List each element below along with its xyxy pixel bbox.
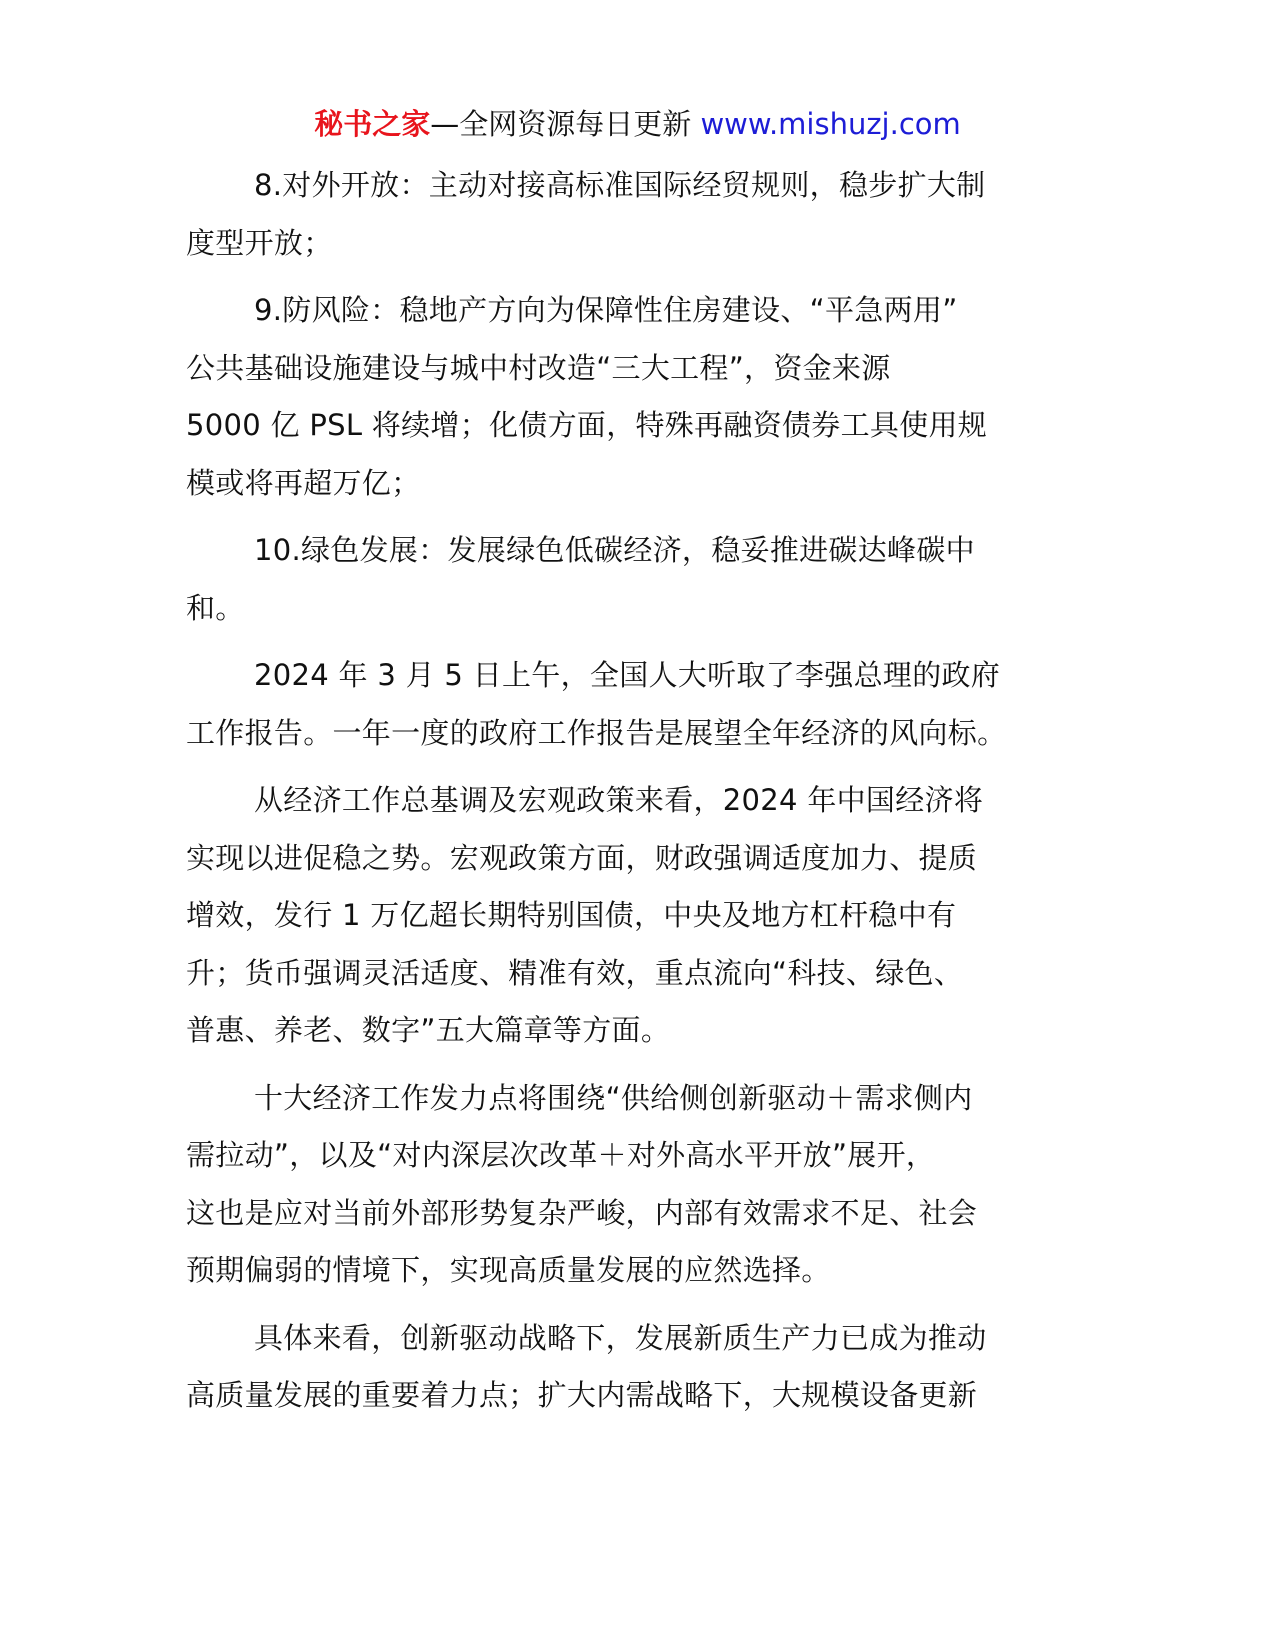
text-line: 实现以进促稳之势。宏观政策方面，财政强调适度加力、提质: [186, 840, 978, 875]
header-url-link[interactable]: www.mishuzj.com: [700, 107, 961, 141]
text-line: 9.防风险：稳地产方向为保障性住房建设、“平急两用”: [254, 293, 958, 327]
text-line: 公共基础设施建设与城中村改造“三大工程”，资金来源: [186, 350, 891, 385]
text-line: 十大经济工作发力点将围绕“供给侧创新驱动＋需求侧内: [254, 1080, 973, 1115]
text-line: 具体来看，创新驱动战略下，发展新质生产力已成为推动: [254, 1320, 987, 1355]
paragraph-green-development: [186, 522, 1091, 637]
document-body: [186, 157, 1091, 1435]
text-line: 工作报告。一年一度的政府工作报告是展望全年经济的风向标。: [186, 715, 1007, 750]
text-line: 模或将再超万亿；: [186, 465, 421, 500]
text-line: 这也是应对当前外部形势复杂严峻，内部有效需求不足、社会: [186, 1195, 978, 1230]
text-line: 高质量发展的重要着力点；扩大内需战略下，大规模设备更新: [186, 1378, 978, 1412]
text-line: 预期偏弱的情境下，实现高质量发展的应然选择。: [186, 1253, 831, 1287]
text-line: 和。: [186, 590, 245, 625]
paragraph-government-report: [186, 647, 1091, 762]
text-line: 增效，发行 1 万亿超长期特别国债，中央及地方杠杆稳中有: [186, 898, 957, 932]
text-line: 2024 年 3 月 5 日上午，全国人大听取了李强总理的政府: [254, 658, 1001, 692]
header-tagline: —全网资源每日更新: [430, 107, 692, 141]
paragraph-macro-policy: [186, 772, 1091, 1060]
text-line: 普惠、养老、数字”五大篇章等方面。: [186, 1013, 671, 1047]
text-line: 8.对外开放：主动对接高标准国际经贸规则，稳步扩大制: [254, 168, 986, 202]
paragraph-opening-up: [186, 157, 1091, 272]
text-line: 从经济工作总基调及宏观政策来看，2024 年中国经济将: [254, 783, 984, 817]
paragraph-specifics: [186, 1310, 1091, 1425]
brand-name: 秘书之家: [314, 107, 431, 141]
paragraph-ten-focus-points: [186, 1070, 1091, 1300]
page-header: [0, 104, 1275, 144]
text-line: 10.绿色发展：发展绿色低碳经济，稳妥推进碳达峰碳中: [254, 533, 975, 567]
text-line: 需拉动”，以及“对内深层次改革＋对外高水平开放”展开，: [186, 1138, 936, 1172]
text-line: 升；货币强调灵活适度、精准有效，重点流向“科技、绿色、: [186, 955, 964, 990]
text-line: 度型开放；: [186, 225, 333, 260]
text-line: 5000 亿 PSL 将续增；化债方面，特殊再融资债券工具使用规: [186, 408, 988, 442]
paragraph-risk-prevention: [186, 282, 1091, 512]
